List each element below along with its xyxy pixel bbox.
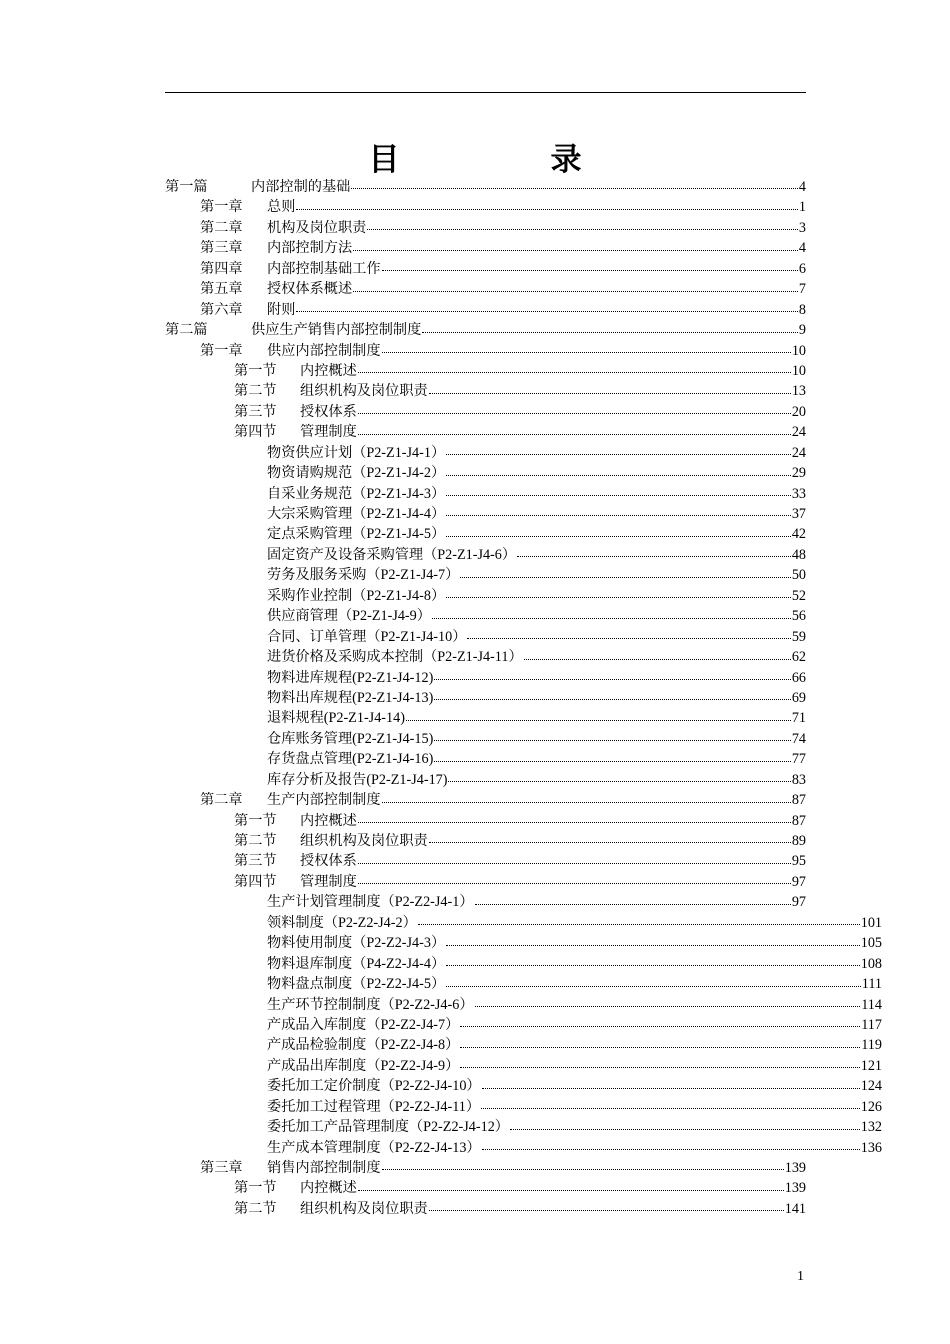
toc-entry-label: 机构及岗位职责	[267, 219, 367, 236]
toc-entry-label: 委托加工定价制度（P2-Z2-J4-10）	[267, 1078, 481, 1095]
toc-entry[interactable]	[165, 995, 882, 1015]
toc-entry-label: 组织机构及岗位职责	[300, 1200, 428, 1217]
toc-entry-page: 87	[791, 812, 806, 829]
toc-entry-label: 授权体系	[300, 403, 357, 420]
toc-entry-page: 117	[861, 1016, 882, 1033]
dot-leader	[382, 801, 791, 803]
toc-entry-label: 进货价格及采购成本控制（P2-Z1-J4-11）	[267, 649, 523, 666]
toc-entry[interactable]	[165, 320, 806, 340]
toc-entry[interactable]	[165, 790, 806, 810]
toc-entry[interactable]	[165, 1056, 882, 1076]
dot-leader	[358, 433, 791, 435]
toc-entry[interactable]	[165, 524, 806, 544]
toc-entry-page: 114	[861, 996, 882, 1013]
toc-entry[interactable]	[165, 1076, 882, 1096]
dot-leader	[353, 249, 798, 251]
toc-entry-label: 销售内部控制制度	[267, 1160, 381, 1176]
toc-entry-label: 产成品入库制度（P2-Z2-J4-7）	[267, 1016, 460, 1033]
toc-entry-label: 内控概述	[300, 812, 357, 829]
toc-entry-number: 第三章	[200, 240, 243, 257]
header-rule	[165, 92, 806, 93]
dot-leader	[429, 1209, 784, 1211]
toc-entry[interactable]	[165, 341, 806, 361]
toc-entry-label: 内部控制方法	[267, 240, 353, 257]
toc-entry-page: 7	[798, 281, 806, 298]
dot-leader	[481, 1107, 860, 1109]
toc-entry-label: 物料盘点制度（P2-Z2-J4-5）	[267, 976, 446, 993]
toc-entry-label: 领料制度（P2-Z2-J4-2）	[267, 914, 417, 931]
toc-entry[interactable]	[165, 484, 806, 504]
toc-entry-page: 124	[860, 1078, 882, 1095]
toc-entry-label: 仓库账务管理(P2-Z1-J4-15)	[267, 730, 434, 747]
toc-entry[interactable]	[165, 668, 806, 688]
toc-entry-label: 存货盘点管理(P2-Z1-J4-16)	[267, 751, 434, 768]
toc-entry-number: 第三节	[234, 403, 277, 420]
toc-entry[interactable]	[165, 1097, 882, 1117]
page-number: 1	[797, 1269, 804, 1284]
toc-entry-label: 附则	[267, 301, 296, 318]
dot-leader	[358, 882, 791, 884]
toc-entry[interactable]	[165, 872, 806, 892]
toc-entry-page: 48	[791, 546, 806, 563]
toc-entry[interactable]	[165, 504, 806, 524]
toc-entry-page: 24	[791, 444, 806, 461]
dot-leader	[510, 1128, 860, 1130]
toc-entry[interactable]	[165, 811, 806, 831]
toc-entry-page: 24	[791, 424, 806, 441]
toc-entry-page: 4	[798, 240, 806, 257]
toc-entry[interactable]	[165, 197, 806, 217]
toc-entry-label: 组织机构及岗位职责	[300, 383, 428, 400]
dot-leader	[351, 187, 798, 189]
dot-leader	[358, 371, 791, 373]
toc-entry-number: 第三章	[200, 1160, 243, 1176]
toc-entry-page: 6	[798, 260, 806, 277]
dot-leader	[446, 494, 791, 496]
dot-leader	[446, 453, 791, 455]
toc-entry[interactable]	[165, 770, 806, 790]
toc-entry-page: 71	[791, 710, 806, 727]
toc-entry-number: 第一节	[234, 812, 277, 829]
toc-entry-page: 50	[791, 567, 806, 584]
dot-leader	[353, 290, 798, 292]
toc-entry-page: 136	[860, 1139, 882, 1156]
toc-entry[interactable]	[165, 729, 806, 749]
toc-entry-label: 生产内部控制制度	[267, 792, 381, 809]
toc-entry-page: 74	[791, 730, 806, 747]
toc-entry-label: 库存分析及报告(P2-Z1-J4-17)	[267, 771, 448, 788]
toc-entry[interactable]	[165, 627, 806, 647]
toc-entry-number: 第二节	[234, 1200, 277, 1217]
toc-entry-page: 139	[784, 1180, 806, 1197]
toc-entry-label: 产成品出库制度（P2-Z2-J4-9）	[267, 1057, 460, 1074]
toc-entry-label: 供应内部控制制度	[267, 342, 381, 359]
dot-leader	[460, 576, 790, 578]
dot-leader	[434, 678, 791, 680]
toc-entry-page: 87	[791, 792, 806, 809]
dot-leader	[434, 760, 791, 762]
toc-entry-page: 3	[798, 219, 806, 236]
toc-entry[interactable]	[165, 381, 806, 401]
toc-entry[interactable]	[165, 259, 806, 279]
toc-entry-page: 33	[791, 485, 806, 502]
toc-entry-number: 第六章	[200, 301, 243, 318]
toc-entry[interactable]	[165, 749, 806, 769]
toc-entry-page: 62	[791, 649, 806, 666]
dot-leader	[358, 1189, 784, 1191]
toc-entry-page: 132	[860, 1119, 882, 1136]
dot-leader	[467, 637, 790, 639]
toc-entry-page: 97	[791, 894, 806, 911]
toc-entry-label: 物料出库规程(P2-Z1-J4-13)	[267, 689, 434, 706]
toc-entry[interactable]	[165, 1035, 882, 1055]
toc-entry-label: 生产环节控制制度（P2-Z2-J4-6）	[267, 996, 474, 1013]
toc-entry-label: 生产计划管理制度（P2-Z2-J4-1）	[267, 894, 474, 911]
dot-leader	[429, 392, 791, 394]
dot-leader	[382, 269, 798, 271]
toc-entry-label: 授权体系概述	[267, 281, 353, 298]
toc-entry[interactable]	[165, 238, 806, 258]
toc-entry-page: 59	[791, 628, 806, 645]
toc-entry[interactable]	[165, 545, 806, 565]
toc-entry-page: 69	[791, 689, 806, 706]
toc-entry-label: 供应商管理（P2-Z1-J4-9）	[267, 608, 431, 625]
toc-entry-label: 退料规程(P2-Z1-J4-14)	[267, 710, 405, 727]
dot-leader	[434, 739, 791, 741]
toc-entry[interactable]	[165, 933, 882, 953]
dot-leader	[434, 698, 791, 700]
dot-leader	[358, 862, 791, 864]
toc-entry-page: 126	[860, 1098, 882, 1115]
toc-entry-page: 4	[798, 179, 806, 195]
toc-entry-page: 108	[860, 955, 882, 972]
toc-entry-page: 141	[784, 1200, 806, 1217]
dot-leader	[446, 964, 860, 966]
toc-entry[interactable]	[165, 1138, 882, 1158]
toc-entry-page: 13	[791, 383, 806, 400]
toc-entry-page: 97	[791, 873, 806, 890]
toc-entry-label: 物料退库制度（P4-Z2-J4-4）	[267, 955, 446, 972]
toc-entry-number: 第二篇	[165, 322, 208, 339]
toc-entry[interactable]	[165, 1117, 882, 1137]
toc-entry-page: 101	[860, 914, 882, 931]
toc-entry[interactable]	[165, 1178, 806, 1198]
table-of-contents	[165, 177, 882, 1219]
toc-entry-label: 生产成本管理制度（P2-Z2-J4-13）	[267, 1139, 481, 1156]
dot-leader	[446, 514, 791, 516]
toc-entry-label: 物料使用制度（P2-Z2-J4-3）	[267, 935, 446, 952]
dot-leader	[524, 658, 791, 660]
toc-entry[interactable]	[165, 443, 806, 463]
dot-leader	[460, 1025, 860, 1027]
toc-entry-page: 119	[861, 1037, 882, 1054]
toc-entry-label: 授权体系	[300, 853, 357, 870]
toc-entry[interactable]	[165, 402, 806, 422]
toc-entry-number: 第四节	[234, 424, 277, 441]
toc-entry[interactable]	[165, 688, 806, 708]
toc-entry-page: 1	[798, 199, 806, 216]
toc-entry-label: 管理制度	[300, 424, 357, 441]
toc-entry-number: 第四章	[200, 260, 243, 277]
toc-entry[interactable]	[165, 831, 806, 851]
toc-entry-page: 29	[791, 465, 806, 482]
toc-entry-page: 10	[791, 342, 806, 359]
toc-entry[interactable]	[165, 892, 806, 912]
toc-entry-number: 第一节	[234, 362, 277, 379]
toc-entry[interactable]	[165, 708, 806, 728]
toc-entry[interactable]	[165, 565, 806, 585]
toc-entry[interactable]	[165, 851, 806, 871]
dot-leader	[446, 535, 791, 537]
toc-entry-label: 自采业务规范（P2-Z1-J4-3）	[267, 485, 446, 502]
dot-leader	[296, 310, 798, 312]
toc-entry-number: 第一篇	[165, 179, 208, 195]
toc-entry[interactable]	[165, 177, 806, 197]
toc-entry-page: 95	[791, 853, 806, 870]
toc-entry-number: 第一节	[234, 1180, 277, 1197]
toc-entry-label: 组织机构及岗位职责	[300, 833, 428, 849]
dot-leader	[422, 331, 798, 333]
dot-leader	[482, 1087, 860, 1089]
toc-entry-label: 采购作业控制（P2-Z1-J4-8）	[267, 587, 446, 604]
toc-entry-page: 10	[791, 362, 806, 379]
toc-entry-label: 合同、订单管理（P2-Z1-J4-10）	[267, 628, 467, 645]
dot-leader	[382, 1168, 784, 1170]
dot-leader	[406, 719, 791, 721]
toc-entry-page: 37	[791, 506, 806, 522]
toc-entry-page: 56	[791, 608, 806, 625]
toc-entry-number: 第五章	[200, 281, 243, 298]
toc-entry-label: 劳务及服务采购（P2-Z1-J4-7）	[267, 567, 460, 584]
toc-entry-label: 供应生产销售内部控制制度	[251, 322, 422, 339]
dot-leader	[418, 923, 860, 925]
toc-entry-page: 89	[791, 833, 806, 849]
dot-leader	[446, 596, 791, 598]
dot-leader	[446, 474, 791, 476]
toc-entry-page: 77	[791, 751, 806, 768]
toc-entry-page: 42	[791, 526, 806, 543]
toc-entry[interactable]	[165, 422, 806, 442]
toc-entry[interactable]	[165, 974, 882, 994]
toc-entry-page: 52	[791, 587, 806, 604]
toc-entry[interactable]	[165, 1015, 882, 1035]
dot-leader	[460, 1066, 859, 1068]
toc-entry-page: 9	[798, 322, 806, 339]
toc-entry-label: 内控概述	[300, 362, 357, 379]
toc-entry-number: 第四节	[234, 873, 277, 890]
toc-entry[interactable]	[165, 218, 806, 238]
toc-entry-label: 委托加工过程管理（P2-Z2-J4-11）	[267, 1098, 481, 1115]
toc-entry-label: 固定资产及设备采购管理（P2-Z1-J4-6）	[267, 546, 517, 563]
toc-entry-number: 第二节	[234, 833, 277, 849]
toc-entry-number: 第二章	[200, 219, 243, 236]
dot-leader	[475, 903, 791, 905]
toc-entry-number: 第三节	[234, 853, 277, 870]
toc-entry[interactable]	[165, 586, 806, 606]
toc-entry-label: 产成品检验制度（P2-Z2-J4-8）	[267, 1037, 460, 1054]
toc-entry-label: 物料进库规程(P2-Z1-J4-12)	[267, 669, 434, 686]
toc-entry-number: 第一章	[200, 342, 243, 359]
toc-entry[interactable]	[165, 300, 806, 320]
dot-leader	[296, 208, 798, 210]
toc-entry-label: 定点采购管理（P2-Z1-J4-5）	[267, 526, 446, 543]
toc-title: 目 录	[368, 142, 642, 177]
dot-leader	[429, 841, 791, 843]
toc-entry-page: 105	[860, 935, 882, 952]
toc-entry[interactable]	[165, 913, 882, 933]
toc-entry-label: 委托加工产品管理制度（P2-Z2-J4-12）	[267, 1119, 509, 1136]
dot-leader	[517, 555, 791, 557]
dot-leader	[482, 1148, 860, 1150]
toc-entry[interactable]	[165, 1158, 806, 1178]
dot-leader	[432, 617, 791, 619]
toc-entry-page: 66	[791, 669, 806, 686]
toc-entry-label: 物资请购规范（P2-Z1-J4-2）	[267, 465, 446, 482]
toc-entry-page: 8	[798, 301, 806, 318]
toc-entry[interactable]	[165, 1199, 806, 1219]
toc-entry-page: 111	[861, 976, 882, 993]
toc-entry-label: 内部控制基础工作	[267, 260, 381, 277]
toc-entry-label: 大宗采购管理（P2-Z1-J4-4）	[267, 506, 446, 522]
toc-entry-page: 139	[784, 1160, 806, 1176]
toc-entry-label: 总则	[267, 199, 296, 216]
dot-leader	[475, 1005, 861, 1007]
dot-leader	[446, 944, 860, 946]
toc-entry[interactable]	[165, 463, 806, 483]
toc-entry-label: 物资供应计划（P2-Z1-J4-1）	[267, 444, 446, 461]
toc-entry-number: 第二节	[234, 383, 277, 400]
toc-entry[interactable]	[165, 361, 806, 381]
dot-leader	[460, 1046, 860, 1048]
toc-entry-page: 121	[860, 1057, 882, 1074]
dot-leader	[358, 821, 791, 823]
dot-leader	[358, 412, 791, 414]
toc-entry-number: 第一章	[200, 199, 243, 216]
dot-leader	[367, 228, 798, 230]
dot-leader	[446, 985, 861, 987]
toc-entry-page: 83	[791, 771, 806, 788]
toc-entry-label: 内控概述	[300, 1180, 357, 1197]
toc-entry-page: 20	[791, 403, 806, 420]
toc-entry-label: 管理制度	[300, 873, 357, 890]
toc-entry-label: 内部控制的基础	[251, 179, 351, 195]
toc-entry[interactable]	[165, 647, 806, 667]
dot-leader	[448, 780, 790, 782]
toc-entry[interactable]	[165, 606, 806, 626]
toc-entry[interactable]	[165, 954, 882, 974]
dot-leader	[382, 351, 791, 353]
toc-entry-number: 第二章	[200, 792, 243, 809]
toc-entry[interactable]	[165, 279, 806, 299]
